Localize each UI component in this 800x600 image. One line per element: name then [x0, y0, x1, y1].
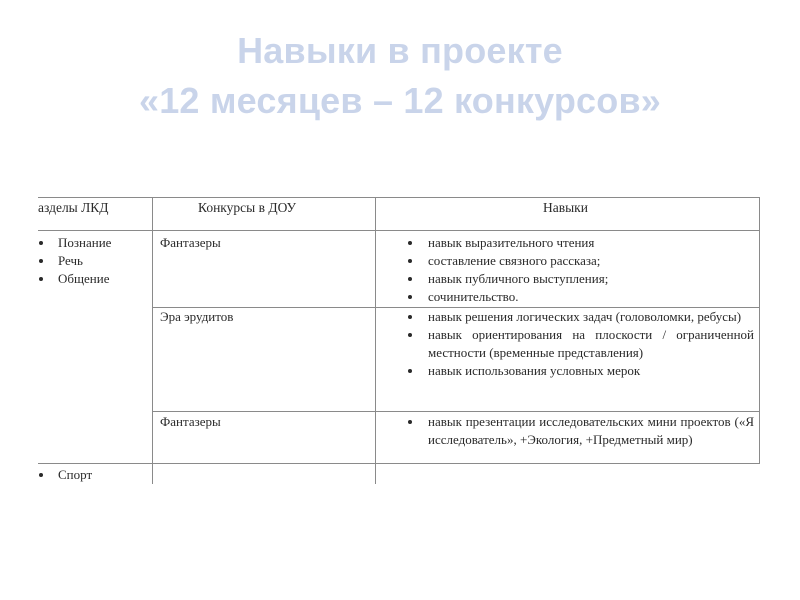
- contest-cell: Фантазеры: [160, 414, 221, 429]
- sections-list: [38, 234, 148, 288]
- list-item: Общение: [38, 270, 148, 288]
- sections-list: [38, 466, 148, 484]
- list-item: Познание: [38, 234, 148, 252]
- list-item: навык использования условных мерок: [406, 362, 754, 380]
- column-divider-1: [152, 197, 153, 484]
- skills-list: [406, 308, 754, 380]
- header-divider: [38, 230, 760, 231]
- contest-cell: Фантазеры: [160, 235, 221, 250]
- row-divider-2: [152, 411, 760, 412]
- list-item: Спорт: [38, 466, 148, 484]
- column-divider-2: [375, 197, 376, 484]
- list-item: навык публичного выступления;: [406, 270, 754, 288]
- table-top-border: [38, 197, 760, 198]
- list-item: Речь: [38, 252, 148, 270]
- skills-list: [406, 234, 754, 306]
- list-item: составление связного рассказа;: [406, 252, 754, 270]
- header-sections: азделы ЛКД: [38, 200, 109, 215]
- header-contests: Конкурсы в ДОУ: [198, 200, 297, 215]
- row-divider-3: [38, 463, 760, 464]
- slide-title: [0, 26, 800, 126]
- table-right-border: [759, 197, 760, 464]
- header-skills: Навыки: [543, 200, 588, 215]
- list-item: навык решения логических задач (головоломки, ребусы): [406, 308, 754, 326]
- title-line-2: «12 месяцев – 12 конкурсов»: [138, 80, 662, 121]
- list-item: навык ориентирования на плоскости / ограниченной местности (временные представления): [406, 326, 754, 362]
- contest-cell: Эра эрудитов: [160, 309, 234, 324]
- list-item: навык выразительного чтения: [406, 234, 754, 252]
- skills-list: [406, 413, 754, 449]
- title-line-1: Навыки в проекте: [237, 30, 563, 71]
- list-item: сочинительство.: [406, 288, 754, 306]
- skills-table: [38, 197, 760, 484]
- list-item: навык презентации исследовательских мини проектов («Я исследователь», +Экология, +Предметный мир): [406, 413, 754, 449]
